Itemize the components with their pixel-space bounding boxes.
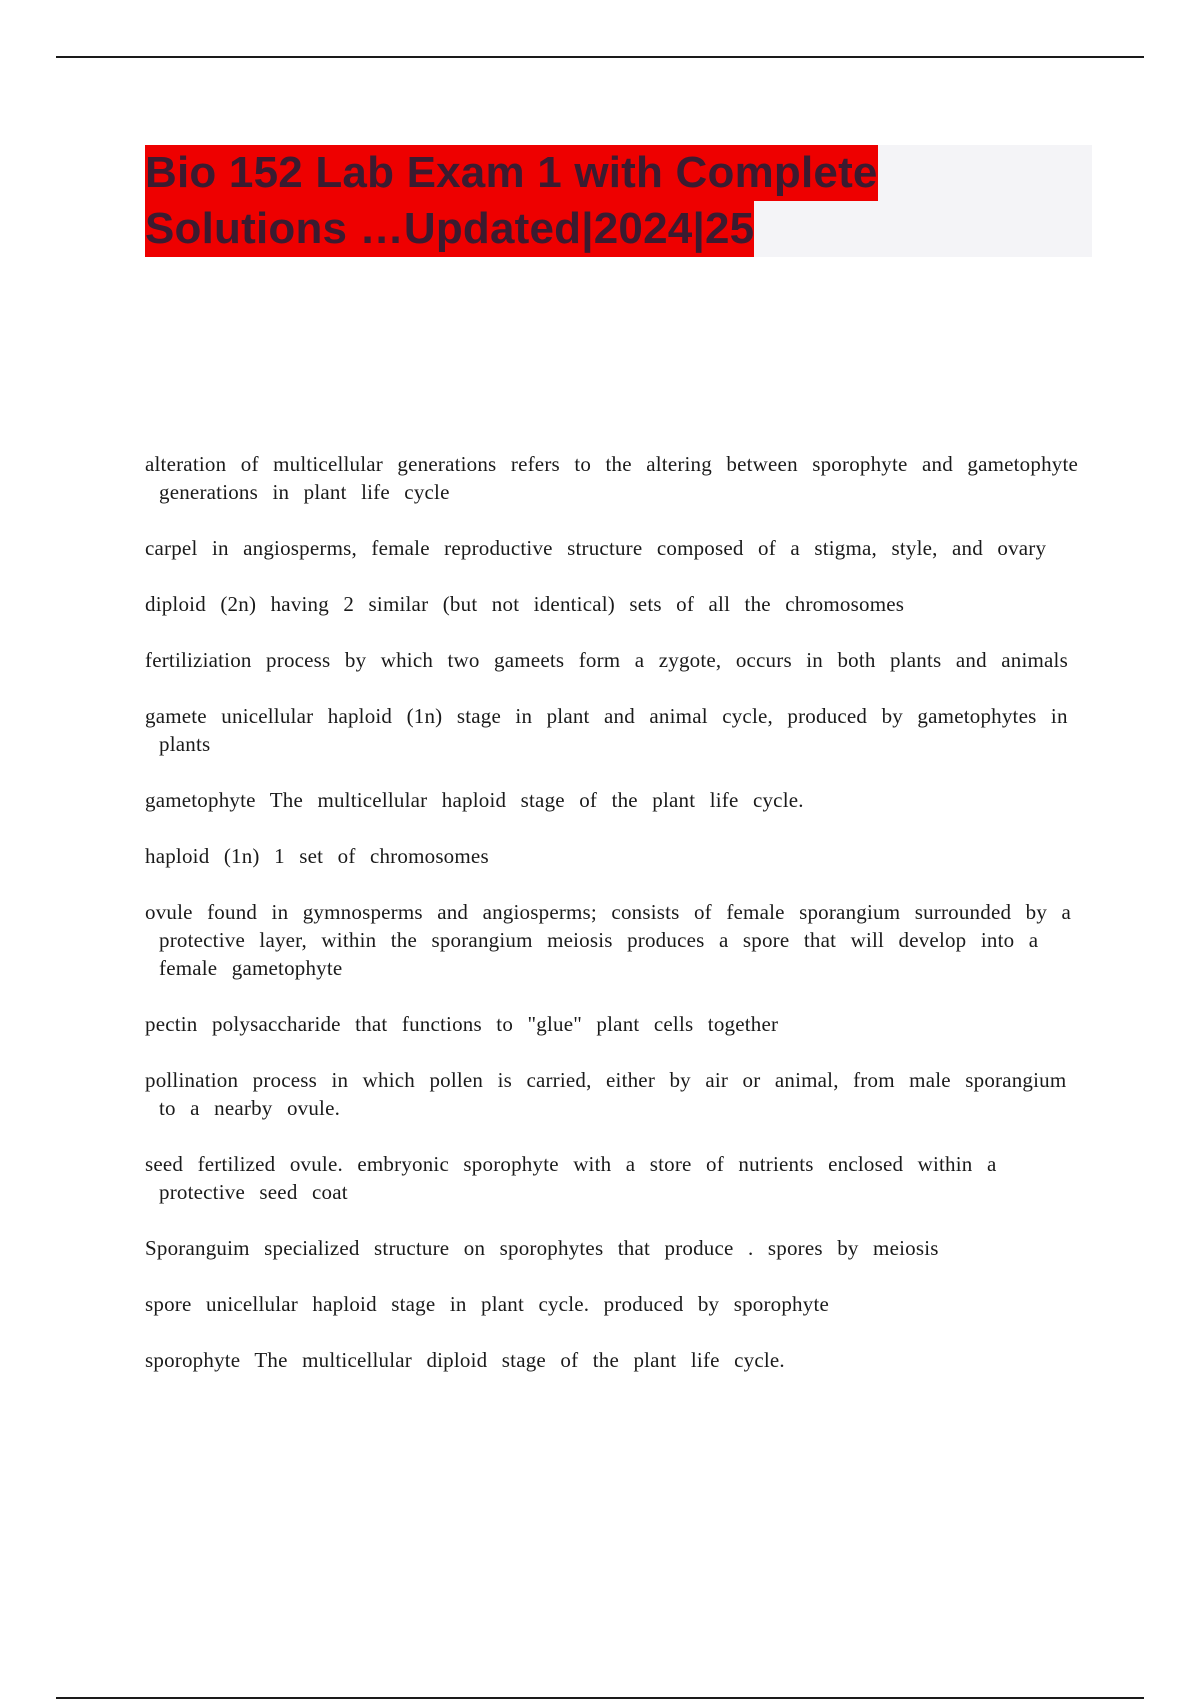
glossary-term: carpel [145,536,198,560]
glossary-entry [145,590,1085,618]
glossary-list [145,450,1085,1402]
glossary-entry [145,646,1085,674]
glossary-entry [145,1150,1085,1206]
glossary-term: diploid (2n) [145,592,257,616]
glossary-entry [145,1066,1085,1122]
glossary-definition: specialized structure on sporophytes that produce . spores by meiosis [264,1236,939,1260]
glossary-definition: having 2 similar (but not identical) sets of all the chromosomes [270,592,905,616]
glossary-definition: unicellular haploid stage in plant cycle. produced by sporophyte [205,1292,830,1316]
document-title-line-2: Solutions …Updated|2024|25 [145,201,754,257]
glossary-entry [145,534,1085,562]
glossary-term: pectin [145,1012,198,1036]
glossary-entry [145,842,1085,870]
glossary-definition: 1 set of chromosomes [274,844,489,868]
glossary-entry [145,1010,1085,1038]
glossary-term: seed [145,1152,184,1176]
glossary-definition: fertilized ovule. embryonic sporophyte with a store of nutrients enclosed within a protective seed coat [159,1152,997,1204]
glossary-entry [145,898,1085,982]
glossary-definition: refers to the altering between sporophyte and gametophyte generations in plant life cycle [159,452,1079,504]
glossary-definition: in angiosperms, female reproductive structure composed of a stigma, style, and ovary [211,536,1047,560]
glossary-term: haploid (1n) [145,844,260,868]
title-block [145,145,1092,257]
glossary-definition: The multicellular diploid stage of the plant life cycle. [254,1348,785,1372]
top-rule [56,56,1144,58]
glossary-term: Sporanguim [145,1236,250,1260]
glossary-entry [145,1234,1085,1262]
document-title-line-1: Bio 152 Lab Exam 1 with Complete [145,145,878,201]
glossary-term: pollination [145,1068,239,1092]
glossary-definition: process by which two gameets form a zygote, occurs in both plants and animals [266,648,1068,672]
glossary-entry [145,450,1085,506]
glossary-term: gametophyte [145,788,256,812]
glossary-definition: found in gymnosperms and angiosperms; consists of female sporangium surrounded by a protective layer, within the sporangium meiosis produces a spore that will develop into a female gametophyte [159,900,1071,980]
glossary-term: sporophyte [145,1348,241,1372]
glossary-definition: process in which pollen is carried, either by air or animal, from male sporangium to a nearby ovule. [159,1068,1067,1120]
glossary-term: alteration of multicellular generations [145,452,497,476]
glossary-term: spore [145,1292,192,1316]
glossary-term: ovule [145,900,193,924]
glossary-entry [145,1346,1085,1374]
glossary-term: fertiliziation [145,648,252,672]
glossary-definition: unicellular haploid (1n) stage in plant and animal cycle, produced by gametophytes in plants [159,704,1068,756]
glossary-term: gamete [145,704,207,728]
glossary-entry [145,1290,1085,1318]
glossary-entry [145,702,1085,758]
glossary-entry [145,786,1085,814]
glossary-definition: The multicellular haploid stage of the plant life cycle. [269,788,804,812]
glossary-definition: polysaccharide that functions to "glue" plant cells together [211,1012,779,1036]
bottom-rule [56,1697,1144,1699]
